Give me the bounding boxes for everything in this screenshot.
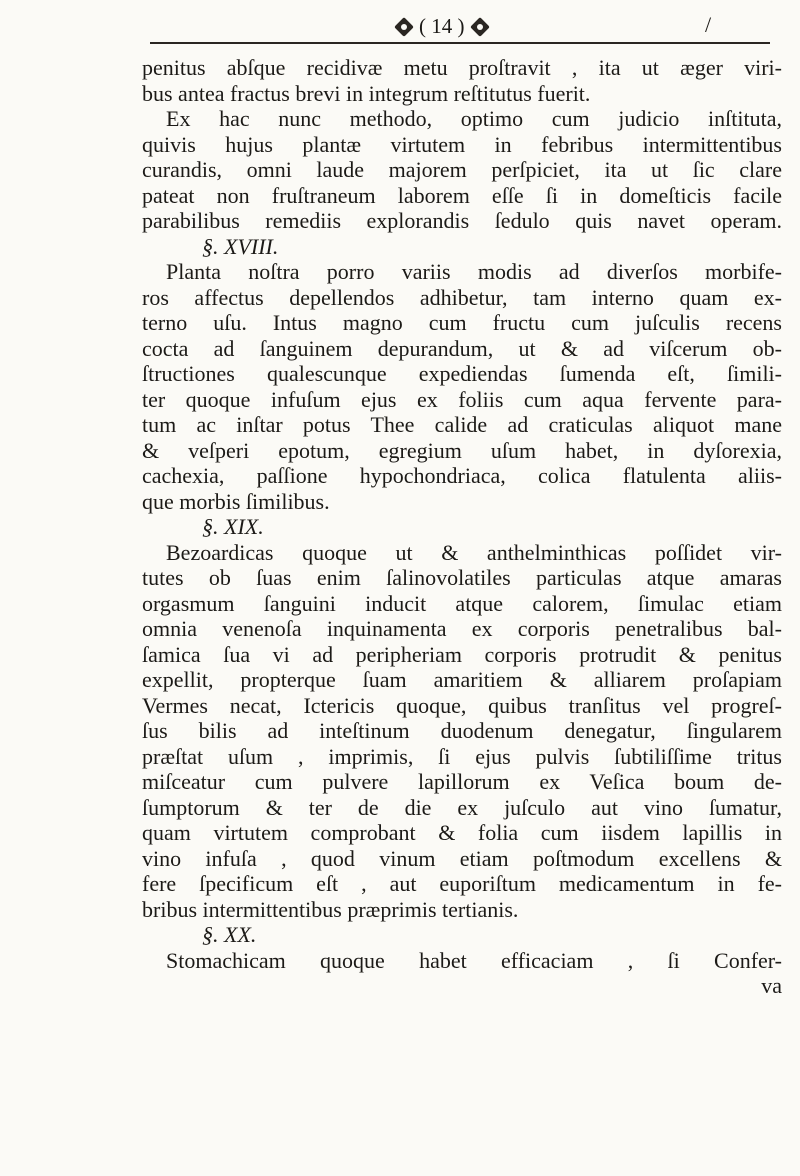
page-number: ( 14 ) <box>419 14 465 38</box>
header-rule <box>150 42 770 44</box>
text-line: quivis hujus plantæ virtutem in febribus intermittentibus <box>142 131 782 157</box>
text-line: bus antea fractus brevi in integrum reſtitutus fuerit. <box>142 80 591 106</box>
text-line: ſtructiones qualescunque expediendas ſumenda eſt, ſimili- <box>142 361 782 386</box>
text-line: tutes ob ſuas enim ſalinovolatiles particulas atque amaras <box>142 565 782 590</box>
text-line: Ex hac nunc methodo, optimo cum judicio inſtituta, <box>166 106 782 131</box>
text-line: ſus bilis ad inteſtinum duodenum denegatur, ſingularem <box>142 718 782 743</box>
text-line: cocta ad ſanguinem depurandum, ut & ad viſcerum ob- <box>142 335 782 361</box>
text-line: præſtat uſum , imprimis, ſi ejus pulvis ſubtiliſſime tritus <box>142 743 782 769</box>
text-line: omnia venenoſa inquinamenta ex corporis penetralibus bal- <box>142 616 782 641</box>
text-line: tum ac inſtar potus Thee calide ad craticulas aliquot mane <box>142 412 782 437</box>
text-line: cachexia, paſſione hypochondriaca, colica flatulenta aliis- <box>142 463 782 488</box>
ornament-right-icon <box>471 18 489 36</box>
text-line: §. XX. <box>202 922 257 947</box>
text-line: bribus intermittentibus præprimis tertianis. <box>142 896 519 922</box>
text-line: §. XVIII. <box>202 233 279 259</box>
text-line: ros affectus depellendos adhibetur, tam interno quam ex- <box>142 284 782 310</box>
header-mark: / <box>705 12 712 37</box>
text-line: Bezoardicas quoque ut & anthelminthicas poſſidet vir- <box>166 539 782 565</box>
running-header <box>150 8 770 48</box>
text-body <box>142 55 782 999</box>
text-line: ter quoque infuſum ejus ex foliis cum aqua fervente para- <box>142 386 782 412</box>
text-line: ſamica ſua vi ad peripheriam corporis protrudit & penitus <box>142 641 782 667</box>
text-line: pateat non fruſtraneum laborem eſſe ſi in domeſticis facile <box>142 182 782 208</box>
text-line: vino infuſa , quod vinum etiam poſtmodum excellens & <box>142 845 782 871</box>
text-line: fere ſpecificum eſt , aut euporiſtum medicamentum in fe- <box>142 871 782 896</box>
text-line: §. XIX. <box>202 514 264 539</box>
text-line: terno uſu. Intus magno cum fructu cum juſculis recens <box>142 310 782 335</box>
text-line: que morbis ſimilibus. <box>142 488 330 514</box>
text-line: parabilibus remediis explorandis ſedulo quis navet operam. <box>142 208 782 233</box>
text-line: ſumptorum & ter de die ex juſculo aut vino ſumatur, <box>142 794 782 820</box>
header-center <box>395 14 489 39</box>
text-line: curandis, omni laude majorem perſpiciet, ita ut ſic clare <box>142 157 782 182</box>
text-line: Stomachicam quoque habet efficaciam , ſi Confer- <box>166 947 782 973</box>
ornament-left-icon <box>395 18 413 36</box>
text-line: Vermes necat, Ictericis quoque, quibus tranſitus vel progreſ- <box>142 692 782 718</box>
text-line: va <box>761 973 782 998</box>
text-line: & veſperi epotum, egregium uſum habet, in dyſorexia, <box>142 437 782 463</box>
text-line: penitus abſque recidivæ metu proſtravit , ita ut æger viri- <box>142 55 782 80</box>
text-line: quam virtutem comprobant & folia cum iisdem lapillis in <box>142 820 782 845</box>
text-line: Planta noſtra porro variis modis ad diverſos morbife- <box>166 259 782 284</box>
text-line: orgasmum ſanguini inducit atque calorem, ſimulac etiam <box>142 590 782 616</box>
text-line: expellit, propterque ſuam amaritiem & alliarem proſapiam <box>142 667 782 692</box>
text-line: miſceatur cum pulvere lapillorum ex Veſica boum de- <box>142 769 782 794</box>
